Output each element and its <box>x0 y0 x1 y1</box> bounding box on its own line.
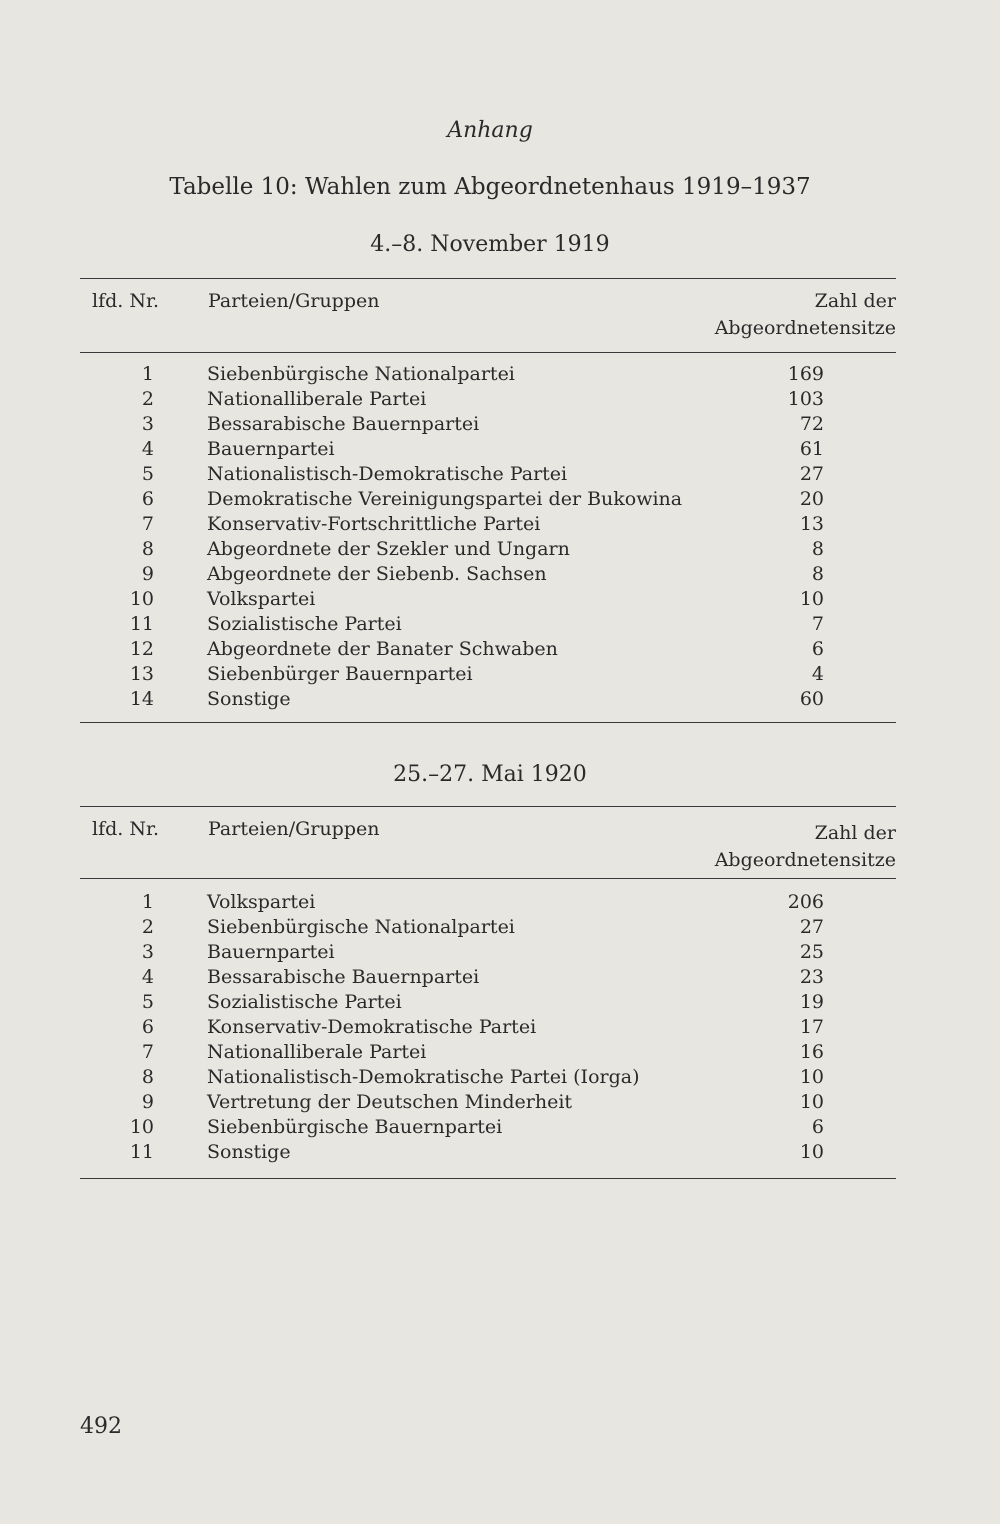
table-row <box>0 637 1000 662</box>
table-row <box>0 1015 1000 1040</box>
header-rule-1920 <box>80 878 896 879</box>
row-number: 13 <box>129 663 154 685</box>
row-number: 2 <box>141 916 154 938</box>
row-number: 4 <box>141 966 154 988</box>
party-name: Bauernpartei <box>207 438 335 460</box>
table-title: Tabelle 10: Wahlen zum Abgeordnetenhaus 1919–1937 <box>169 174 811 200</box>
table-row <box>0 412 1000 437</box>
party-name: Siebenbürgische Nationalpartei <box>207 916 515 938</box>
table-row <box>0 562 1000 587</box>
table-top-rule-1920 <box>80 806 896 807</box>
party-name: Sonstige <box>207 1141 291 1163</box>
party-name: Nationalliberale Partei <box>207 388 427 410</box>
row-number: 8 <box>141 538 154 560</box>
party-name: Abgeordnete der Siebenb. Sachsen <box>207 563 547 585</box>
table-row <box>0 537 1000 562</box>
row-number: 1 <box>141 363 154 385</box>
row-number: 10 <box>129 1116 154 1138</box>
column-header-seats <box>715 820 896 874</box>
seat-count: 10 <box>799 588 824 610</box>
row-number: 6 <box>141 1016 154 1038</box>
table-row <box>0 662 1000 687</box>
header-rule-1919 <box>80 352 896 353</box>
rows-1919 <box>0 362 1000 712</box>
column-header-nr: lfd. Nr. <box>92 818 160 840</box>
party-name: Volkspartei <box>207 588 316 610</box>
party-name: Siebenbürgische Nationalpartei <box>207 363 515 385</box>
table-row <box>0 965 1000 990</box>
seat-count: 27 <box>799 916 824 938</box>
party-name: Konservativ-Fortschrittliche Partei <box>207 513 541 535</box>
table-row <box>0 437 1000 462</box>
party-name: Sozialistische Partei <box>207 613 402 635</box>
table-row <box>0 1040 1000 1065</box>
table-row <box>0 915 1000 940</box>
seat-count: 27 <box>799 463 824 485</box>
row-number: 6 <box>141 488 154 510</box>
seat-count: 20 <box>799 488 824 510</box>
seat-count: 61 <box>799 438 824 460</box>
party-name: Sozialistische Partei <box>207 991 402 1013</box>
seat-count: 10 <box>799 1141 824 1163</box>
row-number: 10 <box>129 588 154 610</box>
seat-count: 13 <box>799 513 824 535</box>
seat-count: 206 <box>787 891 824 913</box>
row-number: 1 <box>141 891 154 913</box>
table-row <box>0 362 1000 387</box>
seat-count: 17 <box>799 1016 824 1038</box>
seat-count: 23 <box>799 966 824 988</box>
seat-count: 6 <box>811 638 824 660</box>
party-name: Bessarabische Bauernpartei <box>207 966 480 988</box>
party-name: Bauernpartei <box>207 941 335 963</box>
seat-count: 7 <box>811 613 824 635</box>
party-name: Sonstige <box>207 688 291 710</box>
row-number: 2 <box>141 388 154 410</box>
table-row <box>0 1115 1000 1140</box>
table-row <box>0 612 1000 637</box>
party-name: Nationalistisch-Demokratische Partei <box>207 463 568 485</box>
table-row <box>0 1090 1000 1115</box>
column-header-seats-line1: Zahl der <box>814 822 896 844</box>
table-top-rule-1919 <box>80 278 896 279</box>
column-header-seats-line1: Zahl der <box>814 290 896 312</box>
seat-count: 19 <box>799 991 824 1013</box>
party-name: Nationalliberale Partei <box>207 1041 427 1063</box>
row-number: 5 <box>141 991 154 1013</box>
seat-count: 10 <box>799 1091 824 1113</box>
party-name: Siebenbürger Bauernpartei <box>207 663 473 685</box>
table-row <box>0 587 1000 612</box>
row-number: 5 <box>141 463 154 485</box>
seat-count: 169 <box>787 363 824 385</box>
seat-count: 6 <box>811 1116 824 1138</box>
column-header-party: Parteien/Gruppen <box>208 290 380 312</box>
column-header-seats <box>715 288 896 342</box>
party-name: Volkspartei <box>207 891 316 913</box>
row-number: 11 <box>129 1141 154 1163</box>
table-row <box>0 387 1000 412</box>
seat-count: 4 <box>811 663 824 685</box>
section-title-1919: 4.–8. November 1919 <box>370 232 610 257</box>
table-bottom-rule-1919 <box>80 722 896 723</box>
column-header-seats-line2: Abgeordnetensitze <box>714 317 896 339</box>
row-number: 7 <box>141 513 154 535</box>
seat-count: 8 <box>811 538 824 560</box>
party-name: Nationalistisch-Demokratische Partei (Iorga) <box>207 1066 640 1088</box>
table-row <box>0 512 1000 537</box>
seat-count: 103 <box>787 388 824 410</box>
rows-1920 <box>0 890 1000 1165</box>
table-bottom-rule-1920 <box>80 1178 896 1179</box>
party-name: Vertretung der Deutschen Minderheit <box>207 1091 573 1113</box>
table-row <box>0 1140 1000 1165</box>
seat-count: 72 <box>799 413 824 435</box>
table-row <box>0 687 1000 712</box>
row-number: 8 <box>141 1066 154 1088</box>
column-header-seats-line2: Abgeordnetensitze <box>714 849 896 871</box>
seat-count: 60 <box>799 688 824 710</box>
table-row <box>0 462 1000 487</box>
party-name: Abgeordnete der Banater Schwaben <box>207 638 558 660</box>
row-number: 14 <box>129 688 154 710</box>
table-row <box>0 940 1000 965</box>
row-number: 9 <box>141 1091 154 1113</box>
party-name: Konservativ-Demokratische Partei <box>207 1016 537 1038</box>
row-number: 3 <box>141 413 154 435</box>
table-row <box>0 487 1000 512</box>
table-row <box>0 1065 1000 1090</box>
column-header-nr: lfd. Nr. <box>92 290 160 312</box>
section-title-1920: 25.–27. Mai 1920 <box>393 762 587 787</box>
row-number: 11 <box>129 613 154 635</box>
seat-count: 25 <box>799 941 824 963</box>
row-number: 7 <box>141 1041 154 1063</box>
column-header-party: Parteien/Gruppen <box>208 818 380 840</box>
row-number: 12 <box>129 638 154 660</box>
seat-count: 10 <box>799 1066 824 1088</box>
party-name: Bessarabische Bauernpartei <box>207 413 480 435</box>
table-row <box>0 990 1000 1015</box>
row-number: 4 <box>141 438 154 460</box>
seat-count: 8 <box>811 563 824 585</box>
running-head: Anhang <box>447 118 533 143</box>
row-number: 9 <box>141 563 154 585</box>
table-row <box>0 890 1000 915</box>
party-name: Siebenbürgische Bauernpartei <box>207 1116 503 1138</box>
party-name: Abgeordnete der Szekler und Ungarn <box>207 538 570 560</box>
page-number: 492 <box>80 1414 122 1439</box>
seat-count: 16 <box>799 1041 824 1063</box>
row-number: 3 <box>141 941 154 963</box>
party-name: Demokratische Vereinigungspartei der Bukowina <box>207 488 683 510</box>
